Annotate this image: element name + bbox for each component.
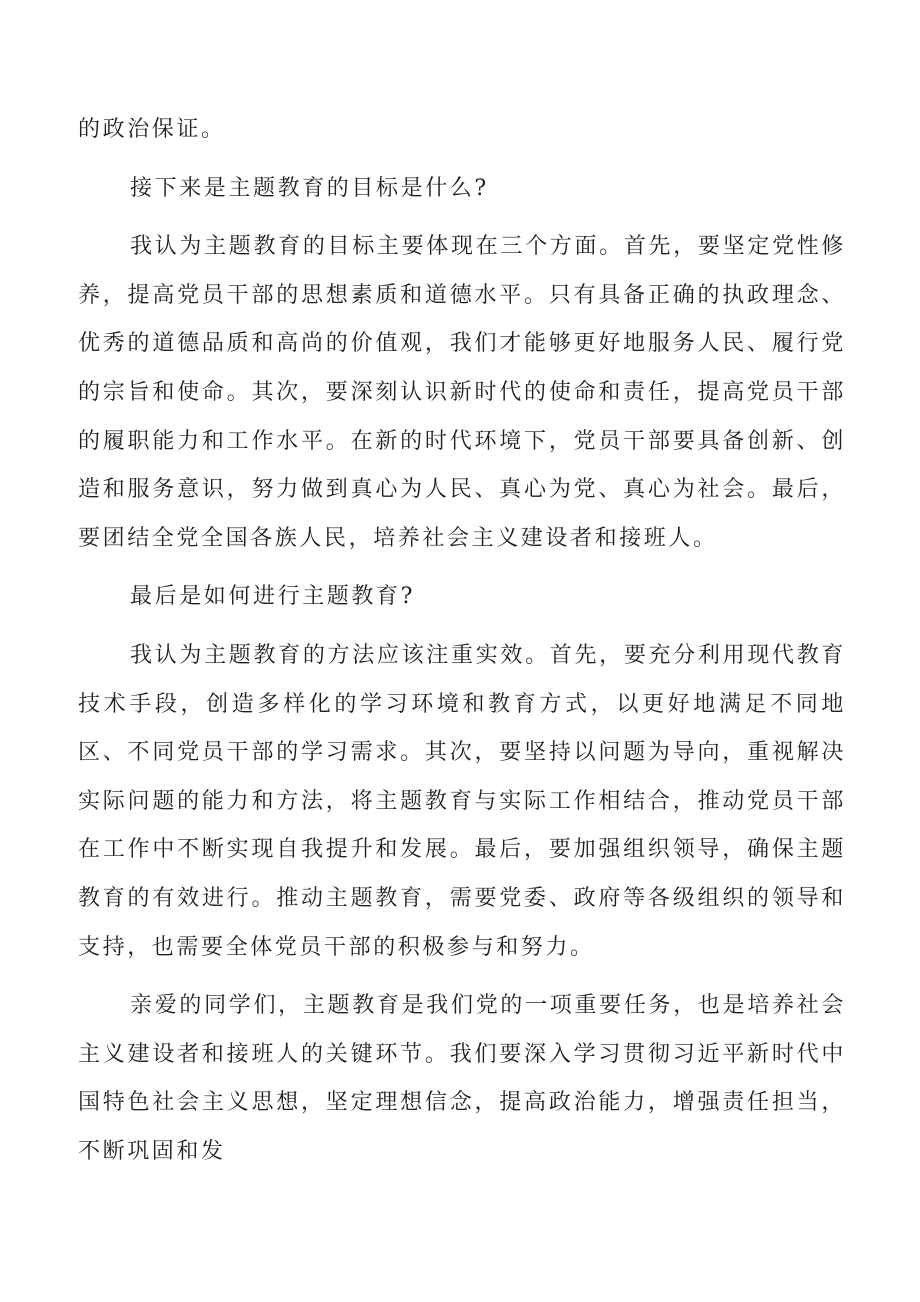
document-body xyxy=(78,106,846,1176)
paragraph-conclusion: 亲爱的同学们，主题教育是我们党的一项重要任务，也是培养社会主义建设者和接班人的关键环节。我们要深入学习贯彻习近平新时代中国特色社会主义思想，坚定理想信念，提高政治能力，增强责任担当，不断巩固和发 xyxy=(78,993,846,1164)
paragraph-continuation: 的政治保证。 xyxy=(78,117,226,142)
section-question-method: 最后是如何进行主题教育? xyxy=(130,584,415,610)
paragraph-goal-answer: 我认为主题教育的目标主要体现在三个方面。首先，要坚定党性修养，提高党员干部的思想素质和道德水平。只有具备正确的执政理念、优秀的道德品质和高尚的价值观，我们才能够更好地服务人民、履行党的宗旨和使命。其次，要深刻认识新时代的使命和责任，提高党员干部的履职能力和工作水平。在新的时代环境下，党员干部要具备创新、创造和服务意识，努力做到真心为人民、真心为党、真心为社会。最后，要团结全党全国各族人民，培养社会主义建设者和接班人。 xyxy=(78,234,846,551)
paragraph-method-answer: 我认为主题教育的方法应该注重实效。首先，要充分利用现代教育技术手段，创造多样化的学习环境和教育方式，以更好地满足不同地区、不同党员干部的学习需求。其次，要坚持以问题为导向，重视解决实际问题的能力和方法，将主题教育与实际工作相结合，推动党员干部在工作中不断实现自我提升和发展。最后，要加强组织领导，确保主题教育的有效进行。推动主题教育，需要党委、政府等各级组织的领导和支持，也需要全体党员干部的积极参与和努力。 xyxy=(78,642,846,960)
section-question-goal: 接下来是主题教育的目标是什么? xyxy=(130,175,489,201)
